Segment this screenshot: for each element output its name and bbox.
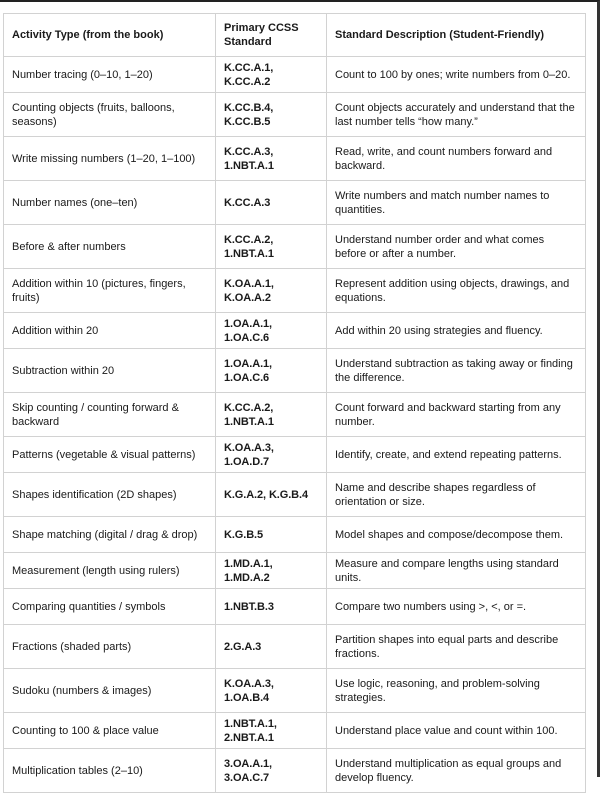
ccss-standards-table	[3, 13, 586, 793]
table-row	[4, 517, 586, 553]
description-cell: Name and describe shapes regardless of orientation or size.	[327, 473, 586, 517]
table-row	[4, 625, 586, 669]
activity-cell: Number names (one–ten)	[4, 181, 216, 225]
table-row	[4, 553, 586, 589]
activity-cell: Skip counting / counting forward & backward	[4, 393, 216, 437]
description-cell: Count to 100 by ones; write numbers from 0–20.	[327, 57, 586, 93]
description-cell: Model shapes and compose/decompose them.	[327, 517, 586, 553]
activity-cell: Shapes identification (2D shapes)	[4, 473, 216, 517]
table-row	[4, 669, 586, 713]
standard-cell: K.OA.A.3, 1.OA.B.4	[216, 669, 327, 713]
table-row	[4, 393, 586, 437]
standard-cell: K.CC.A.1, K.CC.A.2	[216, 57, 327, 93]
standard-cell: K.G.B.5	[216, 517, 327, 553]
description-cell: Understand place value and count within 100.	[327, 713, 586, 749]
description-cell: Represent addition using objects, drawings, and equations.	[327, 269, 586, 313]
activity-cell: Before & after numbers	[4, 225, 216, 269]
description-cell: Count objects accurately and understand that the last number tells “how many.”	[327, 93, 586, 137]
activity-cell: Comparing quantities / symbols	[4, 589, 216, 625]
table-row	[4, 93, 586, 137]
activity-cell: Write missing numbers (1–20, 1–100)	[4, 137, 216, 181]
description-cell: Understand multiplication as equal groups and develop fluency.	[327, 749, 586, 793]
description-cell: Compare two numbers using >, <, or =.	[327, 589, 586, 625]
header-activity-type: Activity Type (from the book)	[4, 14, 216, 57]
activity-cell: Multiplication tables (2–10)	[4, 749, 216, 793]
activity-cell: Addition within 20	[4, 313, 216, 349]
standard-cell: 1.OA.A.1, 1.OA.C.6	[216, 313, 327, 349]
standard-cell: K.CC.B.4, K.CC.B.5	[216, 93, 327, 137]
header-standard-description: Standard Description (Student-Friendly)	[327, 14, 586, 57]
description-cell: Write numbers and match number names to quantities.	[327, 181, 586, 225]
table-row	[4, 57, 586, 93]
description-cell: Use logic, reasoning, and problem-solving strategies.	[327, 669, 586, 713]
standard-cell: K.G.A.2, K.G.B.4	[216, 473, 327, 517]
table-row	[4, 473, 586, 517]
description-cell: Understand subtraction as taking away or finding the difference.	[327, 349, 586, 393]
table-row	[4, 137, 586, 181]
table-header-row	[4, 14, 586, 57]
table-row	[4, 749, 586, 793]
standard-cell: K.CC.A.2, 1.NBT.A.1	[216, 393, 327, 437]
activity-cell: Counting to 100 & place value	[4, 713, 216, 749]
activity-cell: Measurement (length using rulers)	[4, 553, 216, 589]
header-primary-standard: Primary CCSS Standard	[216, 14, 327, 57]
description-cell: Partition shapes into equal parts and describe fractions.	[327, 625, 586, 669]
table-row	[4, 713, 586, 749]
activity-cell: Shape matching (digital / drag & drop)	[4, 517, 216, 553]
activity-cell: Number tracing (0–10, 1–20)	[4, 57, 216, 93]
standard-cell: K.OA.A.3, 1.OA.D.7	[216, 437, 327, 473]
activity-cell: Subtraction within 20	[4, 349, 216, 393]
description-cell: Understand number order and what comes before or after a number.	[327, 225, 586, 269]
activity-cell: Patterns (vegetable & visual patterns)	[4, 437, 216, 473]
table-row	[4, 181, 586, 225]
description-cell: Count forward and backward starting from any number.	[327, 393, 586, 437]
standard-cell: K.OA.A.1, K.OA.A.2	[216, 269, 327, 313]
standard-cell: 2.G.A.3	[216, 625, 327, 669]
standard-cell: K.CC.A.3	[216, 181, 327, 225]
description-cell: Identify, create, and extend repeating patterns.	[327, 437, 586, 473]
table-row	[4, 313, 586, 349]
activity-cell: Addition within 10 (pictures, fingers, fruits)	[4, 269, 216, 313]
description-cell: Read, write, and count numbers forward and backward.	[327, 137, 586, 181]
standard-cell: 3.OA.A.1, 3.OA.C.7	[216, 749, 327, 793]
standard-cell: 1.OA.A.1, 1.OA.C.6	[216, 349, 327, 393]
table-row	[4, 269, 586, 313]
standard-cell: 1.NBT.B.3	[216, 589, 327, 625]
activity-cell: Fractions (shaded parts)	[4, 625, 216, 669]
standard-cell: K.CC.A.2, 1.NBT.A.1	[216, 225, 327, 269]
table-row	[4, 589, 586, 625]
standard-cell: 1.MD.A.1, 1.MD.A.2	[216, 553, 327, 589]
standard-cell: 1.NBT.A.1, 2.NBT.A.1	[216, 713, 327, 749]
table-row	[4, 349, 586, 393]
description-cell: Add within 20 using strategies and fluency.	[327, 313, 586, 349]
table-row	[4, 437, 586, 473]
standard-cell: K.CC.A.3, 1.NBT.A.1	[216, 137, 327, 181]
table-row	[4, 225, 586, 269]
description-cell: Measure and compare lengths using standard units.	[327, 553, 586, 589]
activity-cell: Counting objects (fruits, balloons, seasons)	[4, 93, 216, 137]
activity-cell: Sudoku (numbers & images)	[4, 669, 216, 713]
